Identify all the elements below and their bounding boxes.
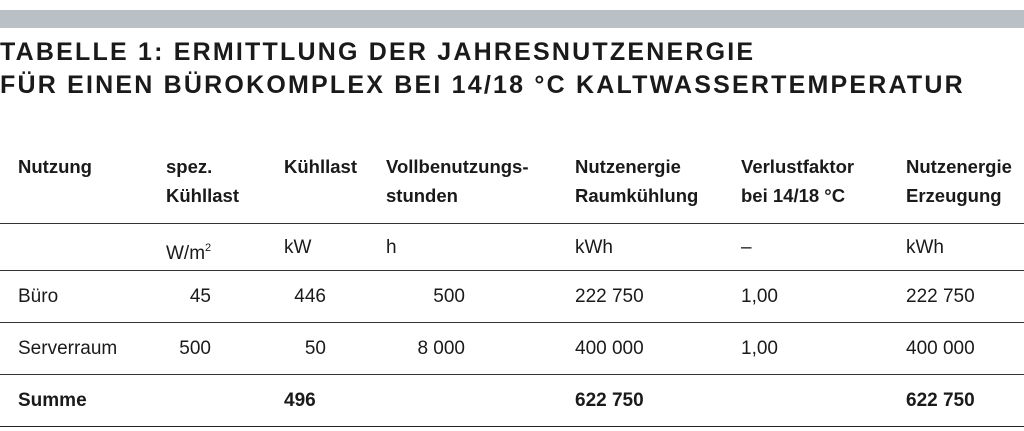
cell-nutzung: Serverraum [18, 338, 118, 359]
header-kuehllast-line-1: Kühllast [284, 156, 357, 177]
cell-kuehllast: 50 [304, 338, 326, 359]
cell-erzeugung: 400 000 [906, 338, 975, 359]
unit-kuehllast: kW [284, 237, 312, 258]
unit-spez-kuehllast [166, 237, 211, 265]
sum-kuehllast: 496 [284, 390, 316, 411]
cell-nutzung: Büro [18, 286, 59, 307]
unit-spez-kuehllast-exponent: 2 [205, 242, 212, 254]
unit-erzeugung: kWh [906, 237, 944, 258]
header-nutzenergie-erzeugung [906, 152, 1012, 210]
header-vollbenutzungsstunden-line-2: stunden [386, 185, 458, 206]
header-nutzenergie-erzeugung-line-1: Nutzenergie [906, 156, 1012, 177]
cell-spez-kuehllast: 500 [179, 338, 211, 359]
table-title [0, 36, 965, 102]
cell-verlustfaktor: 1,00 [741, 286, 778, 307]
unit-raumkuehlung: kWh [575, 237, 613, 258]
header-nutzenergie-raumkuehlung [575, 152, 698, 210]
cell-raumkuehlung: 222 750 [575, 286, 644, 307]
table-sum-row [0, 375, 1024, 427]
table-header-row [0, 141, 1024, 224]
header-verlustfaktor-line-2: bei 14/18 °C [741, 185, 846, 206]
header-verlustfaktor [741, 152, 854, 210]
unit-verlustfaktor: – [741, 237, 752, 258]
cell-raumkuehlung: 400 000 [575, 338, 644, 359]
unit-stunden: h [386, 237, 397, 258]
header-vollbenutzungsstunden-line-1: Vollbenutzungs- [386, 156, 529, 177]
header-vollbenutzungsstunden [386, 152, 529, 210]
top-accent-bar [0, 10, 1024, 28]
cell-stunden: 8 000 [417, 338, 465, 359]
header-spez-kuehllast [166, 152, 239, 210]
sum-raumkuehlung: 622 750 [575, 390, 644, 411]
cell-spez-kuehllast: 45 [189, 286, 211, 307]
header-kuehllast [284, 152, 357, 181]
cell-verlustfaktor: 1,00 [741, 338, 778, 359]
table-title-line-2: FÜR EINEN BÜROKOMPLEX BEI 14/18 °C KALTWASSERTEMPERATUR [0, 71, 965, 99]
header-nutzenergie-raumkuehlung-line-1: Nutzenergie [575, 156, 681, 177]
unit-spez-kuehllast-base: W/m [166, 243, 206, 264]
header-nutzung [18, 152, 92, 181]
header-verlustfaktor-line-1: Verlustfaktor [741, 156, 855, 177]
header-nutzenergie-erzeugung-line-2: Erzeugung [906, 185, 1002, 206]
header-spez-kuehllast-line-2: Kühllast [166, 185, 239, 206]
sum-erzeugung: 622 750 [906, 390, 975, 411]
table-title-line-1: TABELLE 1: ERMITTLUNG DER JAHRESNUTZENERGIE [0, 38, 756, 66]
header-nutzung-line-1: Nutzung [18, 156, 92, 177]
cell-stunden: 500 [433, 286, 465, 307]
cell-kuehllast: 446 [294, 286, 326, 307]
energy-table [0, 141, 1024, 427]
header-spez-kuehllast-line-1: spez. [166, 156, 213, 177]
cell-erzeugung: 222 750 [906, 286, 975, 307]
header-nutzenergie-raumkuehlung-line-2: Raumkühlung [575, 185, 699, 206]
table-units-row [0, 224, 1024, 271]
sum-label: Summe [18, 390, 87, 411]
table-row [0, 323, 1024, 375]
table-row [0, 271, 1024, 323]
